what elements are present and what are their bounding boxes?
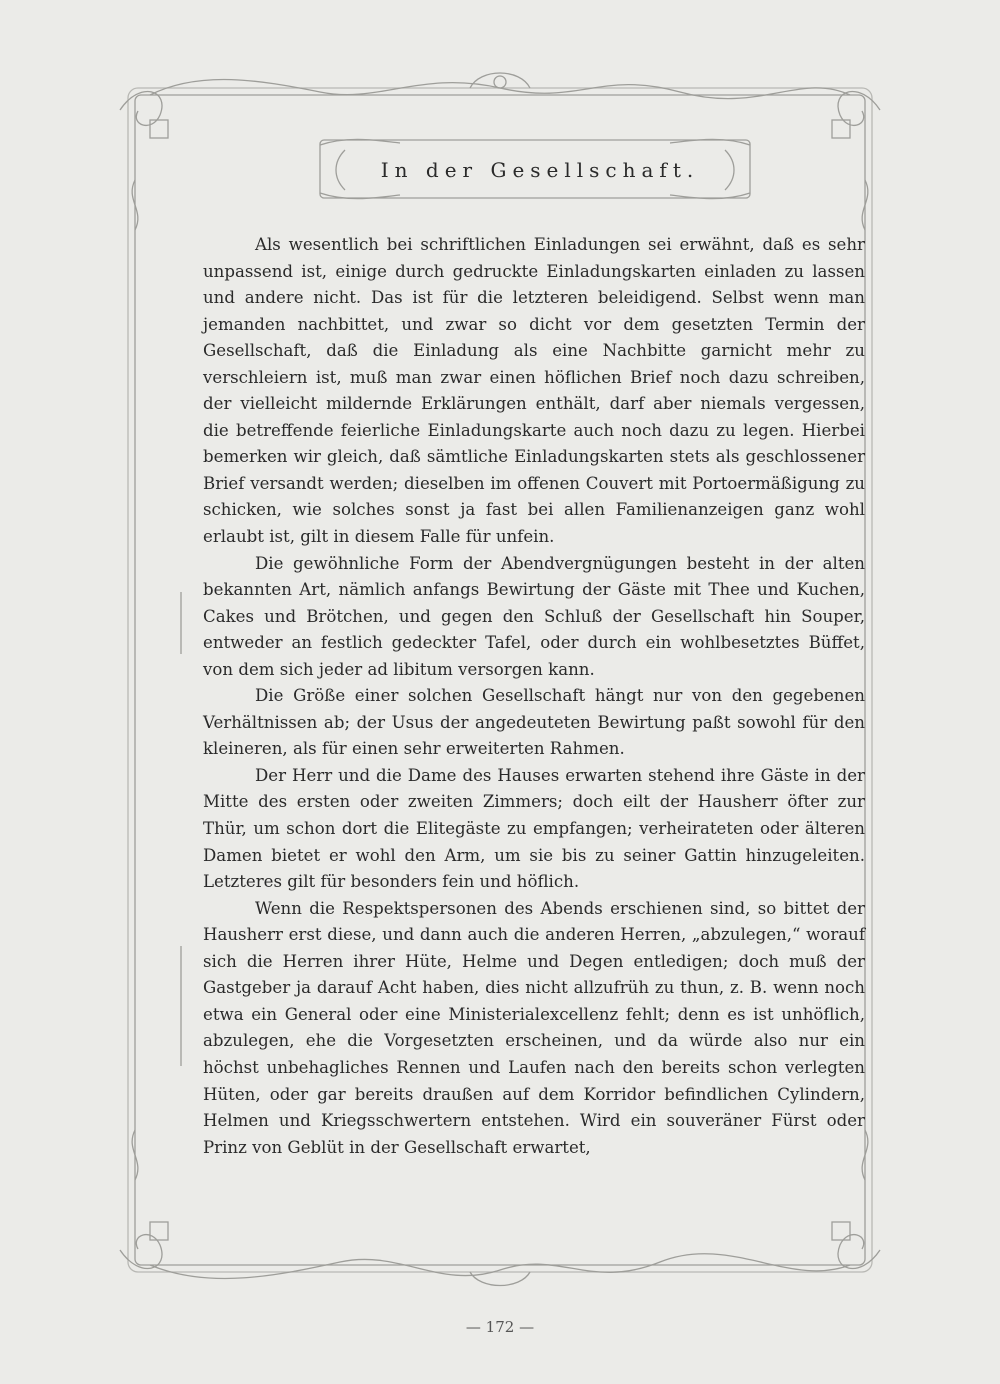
paragraph: Der Herr und die Dame des Hauses erwarten stehend ihre Gäste in der Mitte des ersten oder zweiten Zimmers; doch eilt der Hausherr öfter zur Thür, um schon dort die Elitegäste zu empfangen; verheirateten oder älteren Damen bietet er wohl den Arm, um sie bis zu seiner Gattin hinzugeleiten. Letzteres gilt für besonders fein und höflich. — [203, 765, 865, 892]
paragraph: Die gewöhnliche Form der Abendvergnügungen besteht in der alten bekannten Art, nämlich anfangs Bewirtung der Gäste mit Thee und Kuchen, Cakes und Brötchen, und gegen den Schluß der Gesellschaft hin Souper, entweder an festlich gedeckter Tafel, oder durch ein wohlbesetztes Büffet, von dem sich jeder ad libitum versorgen kann. — [203, 553, 865, 679]
paragraph: Wenn die Respektspersonen des Abends erschienen sind, so bittet der Hausherr erst diese, und dann auch die anderen Herren, „abzulegen,“ worauf sich die Herren ihrer Hüte, Helme und Degen entledigen; doch muß der Gastgeber ja darauf Acht haben, dies nicht allzufrüh zu thun, z. B. wenn noch etwa ein General oder eine Ministerialexcellenz fehlt; denn es ist unhöflich, abzulegen, ehe die Vorgesetzten erscheinen, und da würde also nur ein höchst unbehagliches Rennen und Laufen nach den bereits schon verlegten Hüten, oder gar bereits draußen auf dem Korridor befindlichen Cylindern, Helmen und Kriegsschwertern entstehen. Wird ein souveräner Fürst oder Prinz von Geblüt in der Gesellschaft erwartet, — [203, 898, 865, 1157]
section-header — [330, 140, 750, 200]
margin-pencil-mark — [180, 946, 182, 1066]
section-title: In der Gesellschaft. — [380, 158, 700, 182]
body-text — [203, 232, 865, 1161]
margin-pencil-mark — [180, 592, 182, 654]
page-number: — 172 — — [465, 1318, 535, 1336]
paragraph: Als wesentlich bei schriftlichen Einladungen sei erwähnt, daß es sehr unpassend ist, einige durch gedruckte Einladungskarten einladen zu lassen und andere nicht. Das ist für die letzteren beleidigend. Selbst wenn man jemanden nachbittet, und zwar so dicht vor dem gesetzten Termin der Gesellschaft, daß die Einladung als eine Nachbitte garnicht mehr zu verschleiern ist, muß man zwar einen höflichen Brief noch dazu schreiben, der vielleicht mildernde Erklärungen enthält, darf aber niemals vergessen, die betreffende feierliche Einladungskarte auch noch dazu zu legen. Hierbei bemerken wir gleich, daß sämtliche Einladungskarten stets als geschlossener Brief versandt werden; dieselben im offenen Couvert mit Portoermäßigung zu schicken, wie solches sonst ja fast bei allen Familienanzeigen ganz wohl erlaubt ist, gilt in diesem Falle für unfein. — [203, 235, 865, 547]
paragraph: Die Größe einer solchen Gesellschaft hängt nur von den gegebenen Verhältnissen ab; der Usus der angedeuteten Bewirtung paßt sowohl für den kleineren, als für einen sehr erweiterten Rahmen. — [203, 686, 865, 759]
